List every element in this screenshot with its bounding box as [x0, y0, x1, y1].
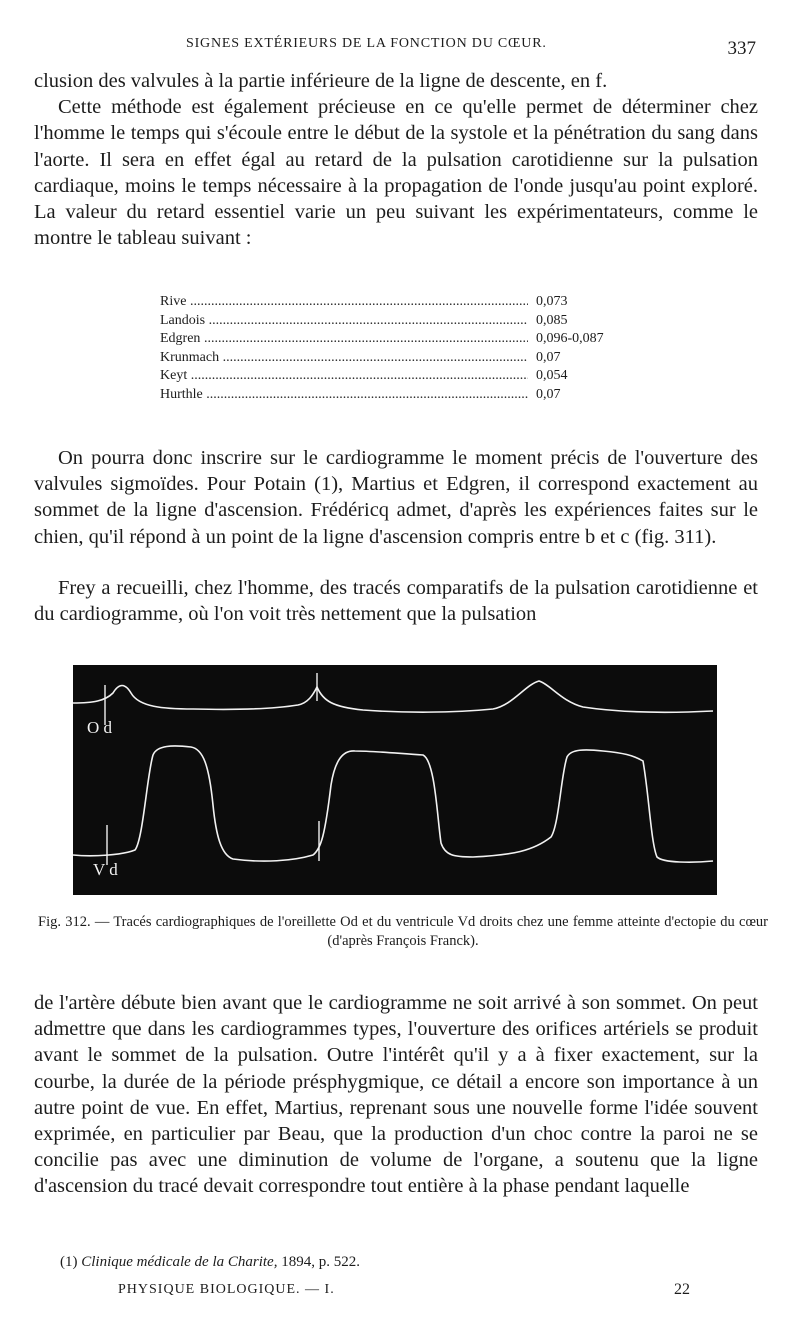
running-title: SIGNES EXTÉRIEURS DE LA FONCTION DU CŒUR. — [186, 36, 547, 51]
page-footer — [0, 1280, 800, 1302]
label-vd: V d — [93, 860, 118, 879]
trace-oreillette — [73, 681, 713, 712]
paragraph-1 — [34, 68, 758, 251]
table-row — [160, 349, 622, 368]
table-name: Keyt ..... — [160, 367, 528, 386]
retard-table — [160, 293, 622, 405]
page-number: 337 — [727, 38, 756, 59]
paragraph-4: Frey a recueilli, chez l'homme, des tracés comparatifs de la pulsation carotidienne et du cardiogramme, où l'on voit très nettement que la pulsation — [34, 577, 758, 626]
label-od: O d — [87, 718, 113, 737]
table-row — [160, 312, 622, 331]
table-row — [160, 386, 622, 405]
paragraph-1-text: clusion des valvules à la partie inférieure de la ligne de descente, en f. — [34, 70, 608, 92]
table-value: 0,054 — [536, 368, 568, 384]
table-value: 0,073 — [536, 294, 568, 309]
sheet-signature: 22 — [674, 1281, 690, 1298]
table-name: Landois ..... — [160, 312, 528, 331]
footer-title: PHYSIQUE BIOLOGIQUE. — I. — [118, 1282, 335, 1297]
cardiogram-traces — [73, 665, 717, 895]
trace-ventricule — [73, 746, 713, 862]
cardiogram-figure — [73, 665, 717, 895]
table-value: 0,096-0,087 — [536, 331, 604, 347]
paragraph-3: On pourra donc inscrire sur le cardiogramme le moment précis de l'ouverture des valvules sigmoïdes. Pour Potain (1), Martius et Edgren, il correspond exactement au sommet de la ligne d'ascension. Frédéricq admet, d'après les expériences faites sur le chien, qu'il répond à un point de la ligne d'ascension compris entre b et c (fig. 311). — [34, 447, 758, 548]
table-name: Edgren ..... — [160, 330, 528, 349]
figure-caption: Fig. 312. — Tracés cardiographiques de l'oreillette Od et du ventricule Vd droits chez une femme atteinte d'ectopie du cœur (d'après François Franck). — [38, 914, 768, 949]
table-value: 0,085 — [536, 312, 568, 328]
footnote — [60, 1254, 360, 1271]
table-value: 0,07 — [536, 386, 561, 402]
running-head — [0, 34, 800, 59]
paragraph-5: de l'artère débute bien avant que le cardiogramme ne soit arrivé à son sommet. On peut admettre que dans les cardiogrammes types, l'ouverture des orifices artériels se produit avant le sommet de la pulsation. Outre l'intérêt qu'il y a à fixer exactement, sur la courbe, la durée de la période présphygmique, ce détail a encore son importance à un autre point de vue. En effet, Martius, reprenant sous une nouvelle forme l'idée souvent exprimée, en particulier par Beau, que la production d'un choc contre la paroi ne se concilie pas avec une diminution de volume de l'organe, a soutenu que la ligne d'ascension du tracé devait correspondre tout entière à la phase pendant laquelle — [34, 992, 758, 1198]
footnote-marker: (1) — [60, 1254, 78, 1270]
table-row — [160, 367, 622, 386]
paragraph-2-text: Cette méthode est également précieuse en ce qu'elle permet de déterminer chez l'homme le temps qui s'écoule entre le début de la systole et la pénétration du sang dans l'aorte. Il sera en effet égal au retard de la pulsation carotidienne sur la pulsation cardiaque, moins le temps nécessaire à la propagation de l'onde jusqu'au point exploré. La valeur du retard essentiel varie un peu suivant les expérimentateurs, comme le montre le tableau suivant : — [34, 96, 758, 250]
footnote-title: Clinique médicale de la Charite, — [81, 1254, 278, 1270]
footnote-rest: 1894, p. 522. — [281, 1254, 360, 1270]
table-name: Krunmach ..... — [160, 349, 528, 368]
table-row — [160, 293, 622, 312]
table-name: Rive ..... — [160, 293, 528, 312]
table-row — [160, 330, 622, 349]
table-name: Hurthle ..... — [160, 386, 528, 405]
table-value: 0,07 — [536, 349, 561, 365]
